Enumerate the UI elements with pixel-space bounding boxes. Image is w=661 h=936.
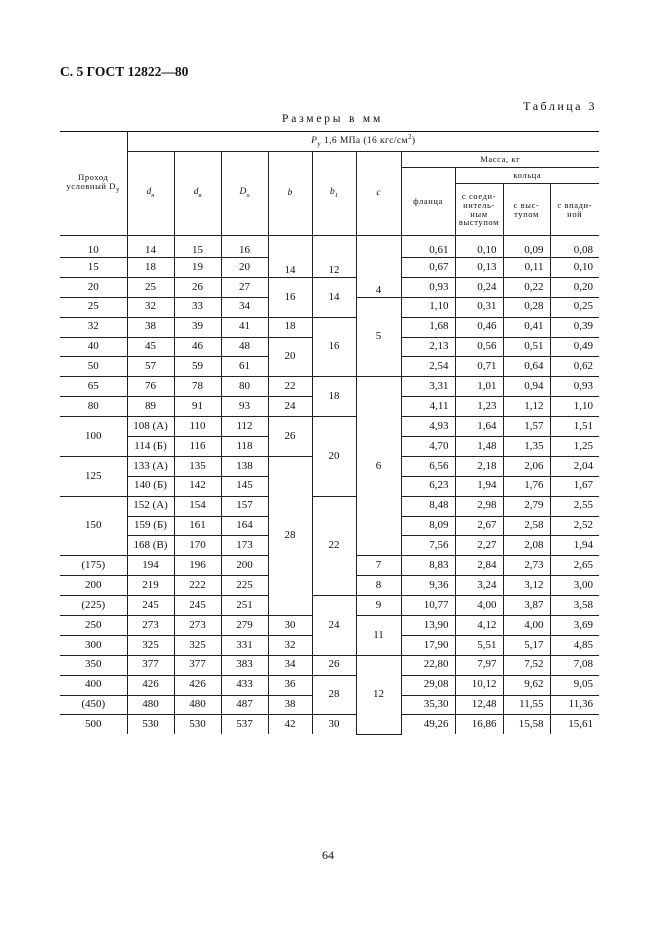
cell-mass-flange: 0,67 xyxy=(401,258,455,278)
cell-mass-flange: 6,56 xyxy=(401,456,455,476)
cell-mass-joined: 4,00 xyxy=(455,596,503,616)
cell-nominal-diameter: 32 xyxy=(60,317,127,337)
cell-dv: 19 xyxy=(174,258,221,278)
cell-mass-flange: 2,13 xyxy=(401,337,455,357)
cell-mass-joined: 2,18 xyxy=(455,456,503,476)
cell-b: 18 xyxy=(268,317,312,337)
cell-nominal-diameter: 15 xyxy=(60,258,127,278)
cell-mass-flange: 4,70 xyxy=(401,437,455,457)
cell-do: 138 xyxy=(221,456,268,476)
cell-dv: 196 xyxy=(174,556,221,576)
cell-mass-protrusion: 0,51 xyxy=(503,337,550,357)
cell-do: 48 xyxy=(221,337,268,357)
table-row xyxy=(60,236,599,258)
cell-dn: 194 xyxy=(127,556,174,576)
cell-mass-recess: 2,65 xyxy=(550,556,599,576)
cell-do: 34 xyxy=(221,297,268,317)
cell-dn: 57 xyxy=(127,357,174,377)
cell-mass-protrusion: 1,35 xyxy=(503,437,550,457)
col-c-header: c xyxy=(356,152,401,236)
cell-mass-protrusion: 1,57 xyxy=(503,417,550,437)
cell-b1: 30 xyxy=(312,715,356,734)
cell-dv: 154 xyxy=(174,496,221,516)
cell-b: 30 xyxy=(268,616,312,636)
cell-dn: 152 (А) xyxy=(127,496,174,516)
cell-dn: 89 xyxy=(127,397,174,417)
cell-nominal-diameter: 150 xyxy=(60,496,127,556)
units-caption: Размеры в мм xyxy=(282,113,384,125)
cell-do: 145 xyxy=(221,476,268,496)
cell-b1: 18 xyxy=(312,377,356,417)
cell-do: 487 xyxy=(221,695,268,715)
cell-mass-protrusion: 4,00 xyxy=(503,616,550,636)
cell-b: 20 xyxy=(268,337,312,377)
cell-dn: 76 xyxy=(127,377,174,397)
cell-mass-protrusion: 3,12 xyxy=(503,576,550,596)
cell-mass-recess: 1,67 xyxy=(550,476,599,496)
cell-do: 433 xyxy=(221,675,268,695)
cell-nominal-diameter: 25 xyxy=(60,297,127,317)
cell-c: 7 xyxy=(356,556,401,576)
cell-do: 279 xyxy=(221,616,268,636)
cell-do: 20 xyxy=(221,258,268,278)
cell-mass-protrusion: 2,79 xyxy=(503,496,550,516)
cell-dn: 25 xyxy=(127,277,174,297)
cell-dn: 159 (Б) xyxy=(127,516,174,536)
table-body xyxy=(60,236,599,735)
col-b1-header: $b_1$ xyxy=(312,152,356,236)
cell-mass-recess: 7,08 xyxy=(550,655,599,675)
cell-nominal-diameter: 20 xyxy=(60,277,127,297)
cell-do: 61 xyxy=(221,357,268,377)
col-do-header: $D_о$ xyxy=(221,152,268,236)
mass-recess-header: с впади-ной xyxy=(550,184,599,236)
cell-mass-joined: 2,27 xyxy=(455,536,503,556)
cell-mass-protrusion: 0,28 xyxy=(503,297,550,317)
cell-dn: 273 xyxy=(127,616,174,636)
cell-b1: 22 xyxy=(312,496,356,595)
cell-mass-flange: 4,11 xyxy=(401,397,455,417)
cell-dv: 273 xyxy=(174,616,221,636)
cell-mass-protrusion: 2,08 xyxy=(503,536,550,556)
cell-b1: 16 xyxy=(312,317,356,377)
cell-mass-joined: 0,31 xyxy=(455,297,503,317)
table-row xyxy=(60,317,599,337)
cell-mass-recess: 3,58 xyxy=(550,596,599,616)
cell-b1: 26 xyxy=(312,655,356,675)
table-row xyxy=(60,496,599,516)
cell-c: 11 xyxy=(356,616,401,656)
cell-mass-protrusion: 7,52 xyxy=(503,655,550,675)
cell-dv: 78 xyxy=(174,377,221,397)
cell-dv: 530 xyxy=(174,715,221,734)
cell-dn: 325 xyxy=(127,635,174,655)
cell-mass-joined: 1,23 xyxy=(455,397,503,417)
cell-nominal-diameter: (450) xyxy=(60,695,127,715)
ring-header: кольца xyxy=(455,168,599,184)
cell-mass-flange: 1,10 xyxy=(401,297,455,317)
cell-do: 173 xyxy=(221,536,268,556)
cell-dn: 18 xyxy=(127,258,174,278)
cell-mass-flange: 9,36 xyxy=(401,576,455,596)
cell-mass-protrusion: 15,58 xyxy=(503,715,550,734)
cell-nominal-diameter: 40 xyxy=(60,337,127,357)
table-row xyxy=(60,715,599,734)
cell-do: 225 xyxy=(221,576,268,596)
cell-mass-flange: 29,08 xyxy=(401,675,455,695)
cell-mass-flange: 10,77 xyxy=(401,596,455,616)
cell-mass-flange: 1,68 xyxy=(401,317,455,337)
cell-mass-recess: 3,00 xyxy=(550,576,599,596)
mass-joined-header: с соеди-нитель-ным выступом xyxy=(455,184,503,236)
cell-mass-recess: 0,93 xyxy=(550,377,599,397)
cell-nominal-diameter: (175) xyxy=(60,556,127,576)
table-row xyxy=(60,377,599,397)
cell-nominal-diameter: 80 xyxy=(60,397,127,417)
cell-dn: 32 xyxy=(127,297,174,317)
cell-mass-joined: 0,13 xyxy=(455,258,503,278)
cell-dv: 426 xyxy=(174,675,221,695)
cell-nominal-diameter: 50 xyxy=(60,357,127,377)
cell-do: 383 xyxy=(221,655,268,675)
cell-do: 251 xyxy=(221,596,268,616)
cell-b: 26 xyxy=(268,417,312,457)
cell-mass-flange: 13,90 xyxy=(401,616,455,636)
cell-do: 93 xyxy=(221,397,268,417)
cell-mass-protrusion: 0,94 xyxy=(503,377,550,397)
cell-do: 112 xyxy=(221,417,268,437)
col-dn-header: $d_н$ xyxy=(127,152,174,236)
cell-dv: 245 xyxy=(174,596,221,616)
cell-mass-joined: 3,24 xyxy=(455,576,503,596)
cell-mass-protrusion: 0,09 xyxy=(503,236,550,258)
cell-dv: 33 xyxy=(174,297,221,317)
cell-mass-flange: 8,09 xyxy=(401,516,455,536)
cell-mass-recess: 0,49 xyxy=(550,337,599,357)
cell-mass-protrusion: 0,41 xyxy=(503,317,550,337)
cell-b: 16 xyxy=(268,277,312,317)
cell-dv: 39 xyxy=(174,317,221,337)
cell-dn: 140 (Б) xyxy=(127,476,174,496)
cell-b: 22 xyxy=(268,377,312,397)
cell-mass-recess: 1,51 xyxy=(550,417,599,437)
cell-mass-joined: 1,01 xyxy=(455,377,503,397)
cell-mass-protrusion: 2,06 xyxy=(503,456,550,476)
cell-dn: 377 xyxy=(127,655,174,675)
cell-nominal-diameter: 350 xyxy=(60,655,127,675)
cell-mass-recess: 11,36 xyxy=(550,695,599,715)
cell-dv: 377 xyxy=(174,655,221,675)
cell-b: 32 xyxy=(268,635,312,655)
cell-mass-recess: 1,94 xyxy=(550,536,599,556)
table-row xyxy=(60,277,599,297)
cell-b: 36 xyxy=(268,675,312,695)
cell-dn: 108 (А) xyxy=(127,417,174,437)
cell-dn: 45 xyxy=(127,337,174,357)
cell-mass-joined: 7,97 xyxy=(455,655,503,675)
cell-mass-joined: 2,84 xyxy=(455,556,503,576)
cell-mass-recess: 0,08 xyxy=(550,236,599,258)
cell-nominal-diameter: 65 xyxy=(60,377,127,397)
cell-nominal-diameter: 250 xyxy=(60,616,127,636)
cell-c: 12 xyxy=(356,655,401,734)
table-row xyxy=(60,655,599,675)
cell-c: 8 xyxy=(356,576,401,596)
cell-dv: 325 xyxy=(174,635,221,655)
table-label: Таблица 3 xyxy=(523,99,597,113)
table-row xyxy=(60,417,599,437)
cell-mass-protrusion: 2,73 xyxy=(503,556,550,576)
cell-c: 5 xyxy=(356,297,401,377)
cell-nominal-diameter: (225) xyxy=(60,596,127,616)
cell-dv: 222 xyxy=(174,576,221,596)
mass-flange-header: фланца xyxy=(401,168,455,236)
cell-mass-joined: 2,98 xyxy=(455,496,503,516)
cell-mass-recess: 0,39 xyxy=(550,317,599,337)
cell-dv: 170 xyxy=(174,536,221,556)
cell-b: 42 xyxy=(268,715,312,734)
cell-dn: 245 xyxy=(127,596,174,616)
dimensions-table xyxy=(60,131,599,735)
cell-c: 6 xyxy=(356,377,401,556)
cell-mass-joined: 16,86 xyxy=(455,715,503,734)
cell-mass-protrusion: 0,11 xyxy=(503,258,550,278)
cell-b1: 14 xyxy=(312,277,356,317)
cell-dn: 480 xyxy=(127,695,174,715)
cell-dn: 426 xyxy=(127,675,174,695)
cell-dv: 110 xyxy=(174,417,221,437)
cell-mass-joined: 1,64 xyxy=(455,417,503,437)
cell-mass-flange: 4,93 xyxy=(401,417,455,437)
cell-do: 27 xyxy=(221,277,268,297)
cell-do: 331 xyxy=(221,635,268,655)
cell-dv: 135 xyxy=(174,456,221,476)
cell-mass-recess: 9,05 xyxy=(550,675,599,695)
cell-mass-recess: 2,52 xyxy=(550,516,599,536)
cell-dv: 161 xyxy=(174,516,221,536)
cell-dn: 530 xyxy=(127,715,174,734)
cell-mass-joined: 0,71 xyxy=(455,357,503,377)
cell-dn: 114 (Б) xyxy=(127,437,174,457)
cell-dv: 26 xyxy=(174,277,221,297)
cell-mass-flange: 0,93 xyxy=(401,277,455,297)
cell-do: 80 xyxy=(221,377,268,397)
cell-mass-flange: 22,80 xyxy=(401,655,455,675)
cell-dn: 219 xyxy=(127,576,174,596)
cell-mass-recess: 3,69 xyxy=(550,616,599,636)
cell-mass-recess: 0,10 xyxy=(550,258,599,278)
cell-mass-recess: 15,61 xyxy=(550,715,599,734)
cell-dv: 480 xyxy=(174,695,221,715)
cell-mass-joined: 1,48 xyxy=(455,437,503,457)
cell-mass-recess: 2,04 xyxy=(550,456,599,476)
cell-dv: 46 xyxy=(174,337,221,357)
cell-mass-protrusion: 1,76 xyxy=(503,476,550,496)
cell-c: 9 xyxy=(356,596,401,616)
cell-dn: 38 xyxy=(127,317,174,337)
cell-mass-joined: 0,56 xyxy=(455,337,503,357)
cell-mass-protrusion: 1,12 xyxy=(503,397,550,417)
col-b-header: b xyxy=(268,152,312,236)
cell-dv: 142 xyxy=(174,476,221,496)
cell-mass-protrusion: 0,22 xyxy=(503,277,550,297)
cell-mass-flange: 8,48 xyxy=(401,496,455,516)
cell-mass-recess: 2,55 xyxy=(550,496,599,516)
cell-mass-flange: 3,31 xyxy=(401,377,455,397)
cell-mass-protrusion: 9,62 xyxy=(503,675,550,695)
cell-mass-flange: 6,23 xyxy=(401,476,455,496)
cell-mass-joined: 4,12 xyxy=(455,616,503,636)
cell-do: 537 xyxy=(221,715,268,734)
cell-mass-joined: 1,94 xyxy=(455,476,503,496)
cell-do: 41 xyxy=(221,317,268,337)
cell-do: 118 xyxy=(221,437,268,457)
table-row xyxy=(60,675,599,695)
cell-dn: 133 (А) xyxy=(127,456,174,476)
cell-dv: 116 xyxy=(174,437,221,457)
cell-dn: 168 (В) xyxy=(127,536,174,556)
cell-mass-flange: 0,61 xyxy=(401,236,455,258)
cell-do: 200 xyxy=(221,556,268,576)
cell-nominal-diameter: 400 xyxy=(60,675,127,695)
mass-header: Масса, кг xyxy=(401,152,599,168)
col-dv-header: $d_в$ xyxy=(174,152,221,236)
page-header: С. 5 ГОСТ 12822—80 xyxy=(60,64,189,79)
col-nominal-header: Проход условный $D_у$ xyxy=(60,132,127,236)
cell-mass-protrusion: 5,17 xyxy=(503,635,550,655)
cell-do: 157 xyxy=(221,496,268,516)
cell-mass-recess: 4,85 xyxy=(550,635,599,655)
cell-nominal-diameter: 500 xyxy=(60,715,127,734)
cell-mass-flange: 2,54 xyxy=(401,357,455,377)
cell-mass-flange: 49,26 xyxy=(401,715,455,734)
table-row xyxy=(60,596,599,616)
cell-nominal-diameter: 300 xyxy=(60,635,127,655)
cell-dv: 15 xyxy=(174,236,221,258)
cell-mass-flange: 17,90 xyxy=(401,635,455,655)
cell-mass-joined: 0,10 xyxy=(455,236,503,258)
cell-mass-flange: 8,83 xyxy=(401,556,455,576)
cell-mass-joined: 12,48 xyxy=(455,695,503,715)
cell-b1: 12 xyxy=(312,236,356,278)
cell-mass-joined: 0,24 xyxy=(455,277,503,297)
cell-b: 38 xyxy=(268,695,312,715)
cell-b: 14 xyxy=(268,236,312,278)
pressure-header: $P_у$ 1,6 МПа (16 кгс/$см^2$) xyxy=(127,132,599,152)
cell-mass-joined: 0,46 xyxy=(455,317,503,337)
cell-mass-joined: 10,12 xyxy=(455,675,503,695)
cell-nominal-diameter: 125 xyxy=(60,456,127,496)
cell-b: 34 xyxy=(268,655,312,675)
cell-b: 28 xyxy=(268,456,312,615)
cell-mass-recess: 1,10 xyxy=(550,397,599,417)
cell-mass-protrusion: 11,55 xyxy=(503,695,550,715)
page-number: 64 xyxy=(322,848,334,862)
cell-b1: 24 xyxy=(312,596,356,656)
cell-mass-joined: 2,67 xyxy=(455,516,503,536)
cell-nominal-diameter: 10 xyxy=(60,236,127,258)
cell-b1: 20 xyxy=(312,417,356,497)
cell-b: 24 xyxy=(268,397,312,417)
cell-dv: 59 xyxy=(174,357,221,377)
cell-mass-flange: 35,30 xyxy=(401,695,455,715)
mass-protrusion-header: с выс-тупом xyxy=(503,184,550,236)
cell-mass-recess: 0,62 xyxy=(550,357,599,377)
cell-c: 4 xyxy=(356,236,401,298)
cell-mass-recess: 1,25 xyxy=(550,437,599,457)
cell-mass-joined: 5,51 xyxy=(455,635,503,655)
cell-mass-recess: 0,25 xyxy=(550,297,599,317)
cell-mass-recess: 0,20 xyxy=(550,277,599,297)
cell-nominal-diameter: 200 xyxy=(60,576,127,596)
cell-mass-protrusion: 0,64 xyxy=(503,357,550,377)
cell-b1: 28 xyxy=(312,675,356,715)
cell-mass-protrusion: 2,58 xyxy=(503,516,550,536)
cell-mass-protrusion: 3,87 xyxy=(503,596,550,616)
cell-mass-flange: 7,56 xyxy=(401,536,455,556)
cell-nominal-diameter: 100 xyxy=(60,417,127,457)
cell-do: 16 xyxy=(221,236,268,258)
cell-dv: 91 xyxy=(174,397,221,417)
cell-do: 164 xyxy=(221,516,268,536)
cell-dn: 14 xyxy=(127,236,174,258)
